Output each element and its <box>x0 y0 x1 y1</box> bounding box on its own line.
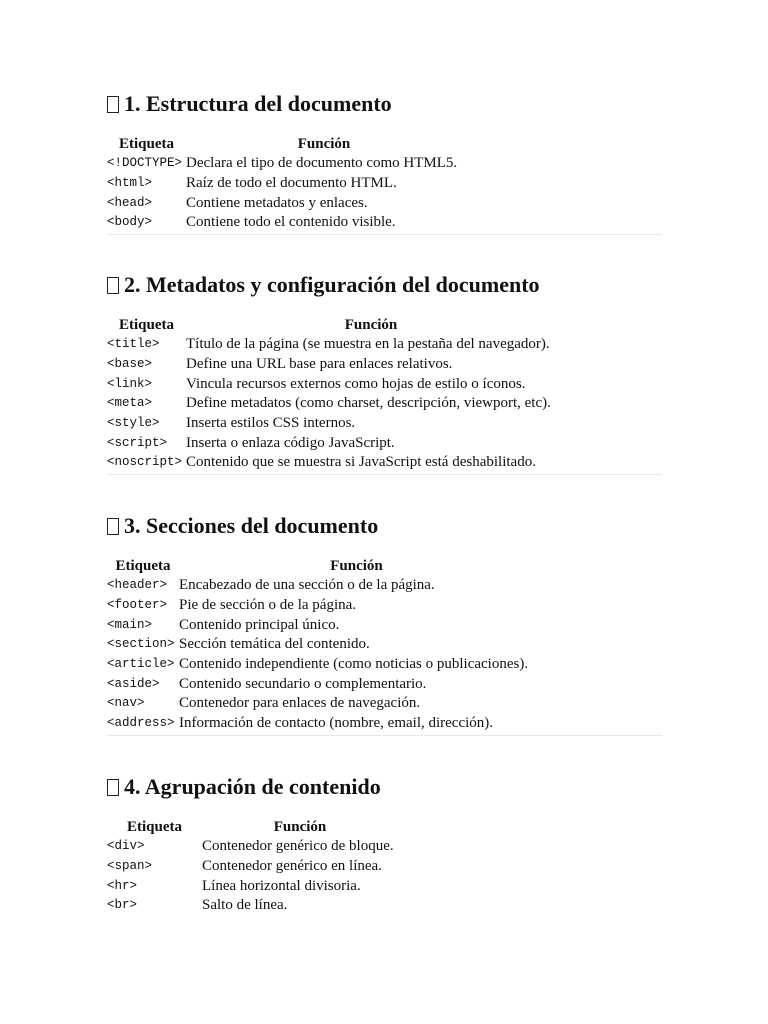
column-header-etiqueta: Etiqueta <box>126 819 182 835</box>
table-header-row <box>107 556 534 576</box>
tags-table <box>107 315 556 473</box>
description-cell: Define metadatos (como charset, descripción, viewport, etc). <box>186 395 551 412</box>
description-cell: Contenido que se muestra si JavaScript está deshabilitado. <box>186 454 536 471</box>
section-divider <box>107 234 662 235</box>
tag-cell: <article> <box>107 657 175 672</box>
tag-cell: <base> <box>107 357 153 372</box>
table-header-row <box>107 315 556 335</box>
emoji-placeholder-icon <box>107 277 119 294</box>
section-heading <box>107 510 662 542</box>
table-row <box>107 193 462 213</box>
table-row <box>107 213 462 233</box>
section-metadatos <box>107 269 662 475</box>
tag-cell: <footer> <box>107 598 168 613</box>
table-header-row <box>107 134 462 154</box>
description-cell: Define una URL base para enlaces relativos. <box>186 356 453 373</box>
column-header-funcion: Función <box>297 136 351 152</box>
table-row <box>107 857 398 877</box>
tags-table <box>107 134 462 233</box>
tag-cell: <nav> <box>107 696 145 711</box>
table-row <box>107 335 556 355</box>
table-row <box>107 635 534 655</box>
section-divider <box>107 474 662 475</box>
table-row <box>107 674 534 694</box>
section-heading <box>107 771 662 803</box>
tag-cell: <body> <box>107 215 153 230</box>
tag-cell: <hr> <box>107 878 138 893</box>
description-cell: Declara el tipo de documento como HTML5. <box>186 155 458 172</box>
table-row <box>107 154 462 174</box>
description-cell: Contenedor genérico en línea. <box>202 858 382 875</box>
column-header-etiqueta: Etiqueta <box>119 317 175 333</box>
tag-cell: <header> <box>107 578 168 593</box>
tag-cell: <link> <box>107 376 153 391</box>
description-cell: Contiene todo el contenido visible. <box>186 214 396 231</box>
section-title: 4. Agrupación de contenido <box>124 774 381 799</box>
tag-cell: <title> <box>107 337 160 352</box>
column-header-funcion: Función <box>344 317 398 333</box>
section-agrupacion <box>107 771 662 916</box>
tags-table <box>107 817 398 916</box>
column-header-etiqueta: Etiqueta <box>119 136 175 152</box>
tag-cell: <meta> <box>107 396 153 411</box>
table-row <box>107 414 556 434</box>
table-row <box>107 453 556 473</box>
tag-cell: <address> <box>107 716 175 731</box>
tag-cell: <html> <box>107 176 153 191</box>
tag-cell: <style> <box>107 416 160 431</box>
table-row <box>107 615 534 635</box>
description-cell: Título de la página (se muestra en la pestaña del navegador). <box>186 336 550 353</box>
table-row <box>107 655 534 675</box>
section-secciones <box>107 510 662 736</box>
description-cell: Contenido independiente (como noticias o publicaciones). <box>179 656 529 673</box>
description-cell: Sección temática del contenido. <box>179 636 370 653</box>
description-cell: Información de contacto (nombre, email, dirección). <box>179 715 494 732</box>
table-row <box>107 837 398 857</box>
description-cell: Inserta o enlaza código JavaScript. <box>186 434 395 451</box>
emoji-placeholder-icon <box>107 518 119 535</box>
table-row <box>107 896 398 916</box>
description-cell: Contenedor para enlaces de navegación. <box>179 695 421 712</box>
description-cell: Encabezado de una sección o de la página. <box>179 577 435 594</box>
tag-cell: <main> <box>107 617 153 632</box>
tag-cell: <noscript> <box>107 455 183 470</box>
tags-table <box>107 556 534 734</box>
column-header-etiqueta: Etiqueta <box>115 558 171 574</box>
table-row <box>107 174 462 194</box>
column-header-funcion: Función <box>273 819 327 835</box>
section-title: 1. Estructura del documento <box>124 91 392 116</box>
section-estructura <box>107 88 662 235</box>
description-cell: Contenedor genérico de bloque. <box>202 838 394 855</box>
description-cell: Salto de línea. <box>202 897 288 914</box>
table-row <box>107 596 534 616</box>
section-heading <box>107 269 662 301</box>
description-cell: Contiene metadatos y enlaces. <box>186 194 368 211</box>
tag-cell: <span> <box>107 859 153 874</box>
description-cell: Inserta estilos CSS internos. <box>186 415 356 432</box>
emoji-placeholder-icon <box>107 779 119 796</box>
table-row <box>107 374 556 394</box>
tag-cell: <div> <box>107 839 145 854</box>
tag-cell: <!DOCTYPE> <box>107 156 183 171</box>
description-cell: Línea horizontal divisoria. <box>202 877 361 894</box>
table-row <box>107 355 556 375</box>
tag-cell: <script> <box>107 435 168 450</box>
tag-cell: <head> <box>107 195 153 210</box>
table-row <box>107 394 556 414</box>
table-row <box>107 694 534 714</box>
table-row <box>107 876 398 896</box>
tag-cell: <aside> <box>107 676 160 691</box>
description-cell: Raíz de todo el documento HTML. <box>186 175 397 192</box>
description-cell: Contenido secundario o complementario. <box>179 675 427 692</box>
description-cell: Pie de sección o de la página. <box>179 597 357 614</box>
table-header-row <box>107 817 398 837</box>
section-heading <box>107 88 662 120</box>
tag-cell: <br> <box>107 898 138 913</box>
tag-cell: <section> <box>107 637 175 652</box>
section-title: 2. Metadatos y configuración del documento <box>124 272 540 297</box>
description-cell: Vincula recursos externos como hojas de estilo o íconos. <box>186 375 526 392</box>
section-title: 3. Secciones del documento <box>124 513 379 538</box>
description-cell: Contenido principal único. <box>179 616 340 633</box>
emoji-placeholder-icon <box>107 96 119 113</box>
table-row <box>107 433 556 453</box>
table-row <box>107 714 534 734</box>
section-divider <box>107 735 662 736</box>
column-header-funcion: Función <box>330 558 383 574</box>
table-row <box>107 576 534 596</box>
